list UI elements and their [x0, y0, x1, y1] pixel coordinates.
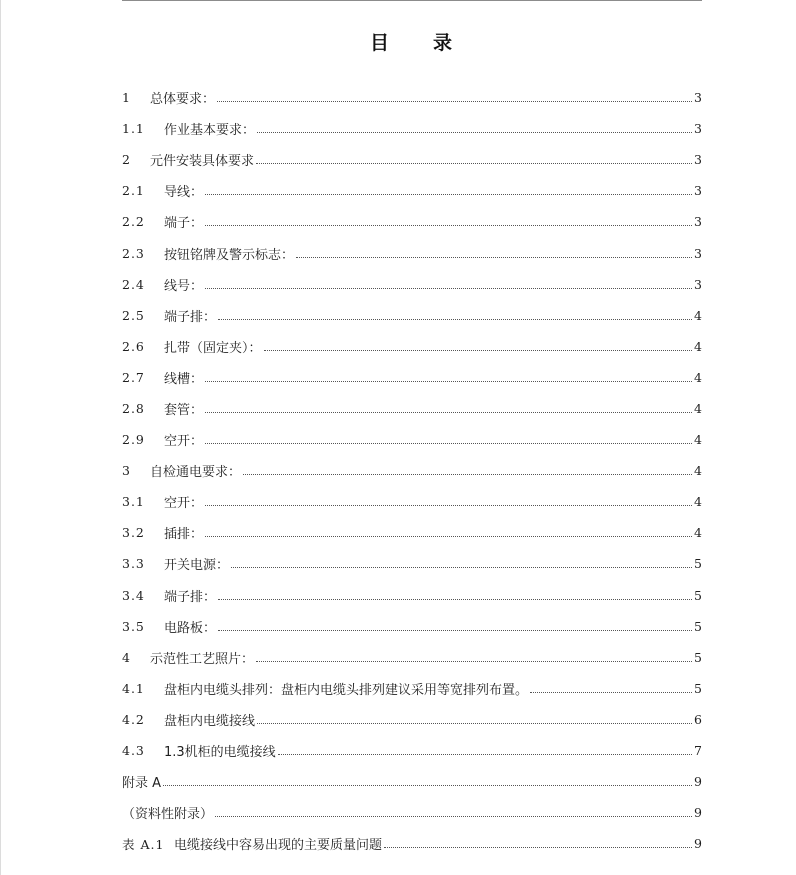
toc-entry-title: 总体要求： — [150, 92, 216, 108]
toc-dot-leader — [256, 661, 692, 662]
toc-entry-page: 5 — [694, 618, 702, 634]
toc-entry[interactable] — [122, 175, 702, 206]
toc-entry-number: 2.2 — [122, 214, 145, 230]
toc-entry-page: 6 — [694, 711, 702, 727]
toc-dot-leader — [257, 723, 692, 724]
toc-entry-page: 9 — [694, 805, 702, 821]
toc-dot-leader — [217, 101, 692, 102]
toc-dot-leader — [205, 194, 692, 195]
toc-entry-number: 2.4 — [122, 276, 145, 292]
toc-entry[interactable] — [122, 362, 702, 393]
toc-entry[interactable] — [122, 393, 702, 424]
toc-entry[interactable] — [122, 237, 702, 268]
toc-entry-title: 扎带（固定夹）： — [164, 340, 262, 356]
toc-entry[interactable] — [122, 113, 702, 144]
toc-entry-title: 作业基本要求： — [164, 123, 256, 139]
toc-entry-number: 2.5 — [122, 307, 145, 323]
page-left-edge — [0, 0, 1, 875]
toc-entry[interactable] — [122, 548, 702, 579]
toc-entry-number: 3.1 — [122, 494, 145, 510]
toc-entry-title: 盘柜内电缆头排列：盘柜内电缆头排列建议采用等宽排列布置。 — [164, 682, 529, 698]
toc-entry-title: 套管： — [164, 402, 204, 418]
toc-entry-number: 3.2 — [122, 525, 145, 541]
toc-entry-number: 2.8 — [122, 400, 145, 416]
toc-dot-leader — [215, 816, 692, 817]
toc-entry[interactable] — [122, 828, 702, 859]
toc-dot-leader — [530, 692, 692, 693]
toc-dot-leader — [231, 567, 692, 568]
toc-entry-page: 3 — [694, 90, 702, 106]
toc-entry-title: 线槽： — [164, 371, 204, 387]
toc-entry[interactable] — [122, 766, 702, 797]
toc-entry[interactable] — [122, 424, 702, 455]
toc-entry-number: 3.4 — [122, 587, 145, 603]
toc-dot-leader — [264, 350, 692, 351]
toc-entry[interactable] — [122, 486, 702, 517]
toc-entry-number: 表 A.1 — [122, 836, 165, 852]
toc-dot-leader — [205, 381, 692, 382]
toc-dot-leader — [243, 474, 692, 475]
toc-dot-leader — [296, 257, 692, 258]
toc-entry-page: 4 — [694, 494, 702, 510]
toc-entry-title: 空开： — [164, 496, 204, 512]
toc-entry-number: 1.1 — [122, 121, 145, 137]
toc-entry-title: 开关电源： — [164, 558, 230, 574]
toc-entry-title: 自检通电要求： — [150, 465, 242, 481]
toc-entry[interactable] — [122, 673, 702, 704]
toc-entry-title: （资料性附录） — [122, 807, 214, 823]
toc-entry-page: 4 — [694, 463, 702, 479]
toc-entry-page: 3 — [694, 152, 702, 168]
toc-entry-title: 线号： — [164, 278, 204, 294]
toc-dot-leader — [278, 754, 692, 755]
toc-entry-title: 盘柜内电缆接线 — [164, 713, 256, 729]
toc-entry-page: 4 — [694, 307, 702, 323]
toc-entry-number: 1 — [122, 90, 131, 106]
toc-entry-title: 电路板： — [164, 620, 217, 636]
toc-entry-number: 2.6 — [122, 338, 145, 354]
toc-entry-title: 附录 A — [122, 776, 162, 792]
toc-entry-page: 3 — [694, 245, 702, 261]
toc-entry[interactable] — [122, 580, 702, 611]
toc-entry-title: 端子排： — [164, 309, 217, 325]
toc-dot-leader — [205, 505, 692, 506]
toc-entry[interactable] — [122, 331, 702, 362]
toc-entry-title: 端子排： — [164, 589, 217, 605]
toc-entry-number: 2.7 — [122, 369, 145, 385]
toc-entry-number: 4.1 — [122, 680, 145, 696]
header-rule — [122, 0, 702, 1]
toc-entry-number: 4.3 — [122, 743, 145, 759]
toc-entry-title: 空开： — [164, 434, 204, 450]
page-title: 目 录 — [369, 32, 454, 54]
toc-entry-title: 电缆接线中容易出现的主要质量问题 — [174, 838, 383, 854]
toc-entry[interactable] — [122, 642, 702, 673]
toc-entry-page: 4 — [694, 338, 702, 354]
toc-entry[interactable] — [122, 144, 702, 175]
toc-entry-page: 9 — [694, 836, 702, 852]
toc-entry[interactable] — [122, 704, 702, 735]
toc-dot-leader — [163, 785, 692, 786]
toc-entry[interactable] — [122, 797, 702, 828]
toc-entry-title: 元件安装具体要求 — [150, 154, 255, 170]
toc-dot-leader — [218, 630, 692, 631]
toc-entry-title: 示范性工艺照片： — [150, 651, 255, 667]
toc-entry[interactable] — [122, 82, 702, 113]
toc-entry-number: 2 — [122, 152, 131, 168]
toc-entry-page: 3 — [694, 214, 702, 230]
toc-entry[interactable] — [122, 206, 702, 237]
toc-entry-number: 4 — [122, 649, 131, 665]
toc-entry-title: 插排： — [164, 527, 204, 543]
toc-dot-leader — [205, 443, 692, 444]
toc-entry-page: 4 — [694, 400, 702, 416]
toc-entry[interactable] — [122, 517, 702, 548]
toc-entry-title: 1.3机柜的电缆接线 — [164, 745, 276, 761]
toc-entry-page: 5 — [694, 680, 702, 696]
toc-dot-leader — [218, 319, 692, 320]
toc-dot-leader — [384, 847, 692, 848]
toc-entry-title: 导线： — [164, 185, 204, 201]
toc-dot-leader — [205, 412, 692, 413]
toc-dot-leader — [257, 132, 692, 133]
toc-entry[interactable] — [122, 455, 702, 486]
toc-entry-page: 4 — [694, 525, 702, 541]
toc-entry-title: 按钮铭牌及警示标志： — [164, 247, 295, 263]
toc-entry-number: 3.5 — [122, 618, 145, 634]
toc-entry-page: 5 — [694, 556, 702, 572]
toc-dot-leader — [205, 225, 692, 226]
toc-entry-title: 端子： — [164, 216, 204, 232]
toc-dot-leader — [205, 288, 692, 289]
toc-entry-number: 3 — [122, 463, 131, 479]
toc-entry-page: 9 — [694, 774, 702, 790]
toc-entry-page: 3 — [694, 276, 702, 292]
table-of-contents — [122, 82, 702, 859]
toc-entry-number: 3.3 — [122, 556, 145, 572]
toc-entry-page: 5 — [694, 587, 702, 603]
toc-dot-leader — [256, 163, 692, 164]
toc-entry-page: 5 — [694, 649, 702, 665]
toc-entry[interactable] — [122, 300, 702, 331]
toc-entry-number: 2.3 — [122, 245, 145, 261]
toc-entry-number: 4.2 — [122, 711, 145, 727]
toc-entry[interactable] — [122, 611, 702, 642]
toc-entry-number: 2.1 — [122, 183, 145, 199]
toc-entry-number: 2.9 — [122, 432, 145, 448]
toc-dot-leader — [218, 599, 692, 600]
toc-dot-leader — [205, 536, 692, 537]
toc-entry-page: 7 — [694, 743, 702, 759]
toc-entry-page: 4 — [694, 432, 702, 448]
toc-entry[interactable] — [122, 269, 702, 300]
toc-entry-page: 3 — [694, 121, 702, 137]
toc-entry-page: 3 — [694, 183, 702, 199]
toc-entry-page: 4 — [694, 369, 702, 385]
toc-entry[interactable] — [122, 735, 702, 766]
